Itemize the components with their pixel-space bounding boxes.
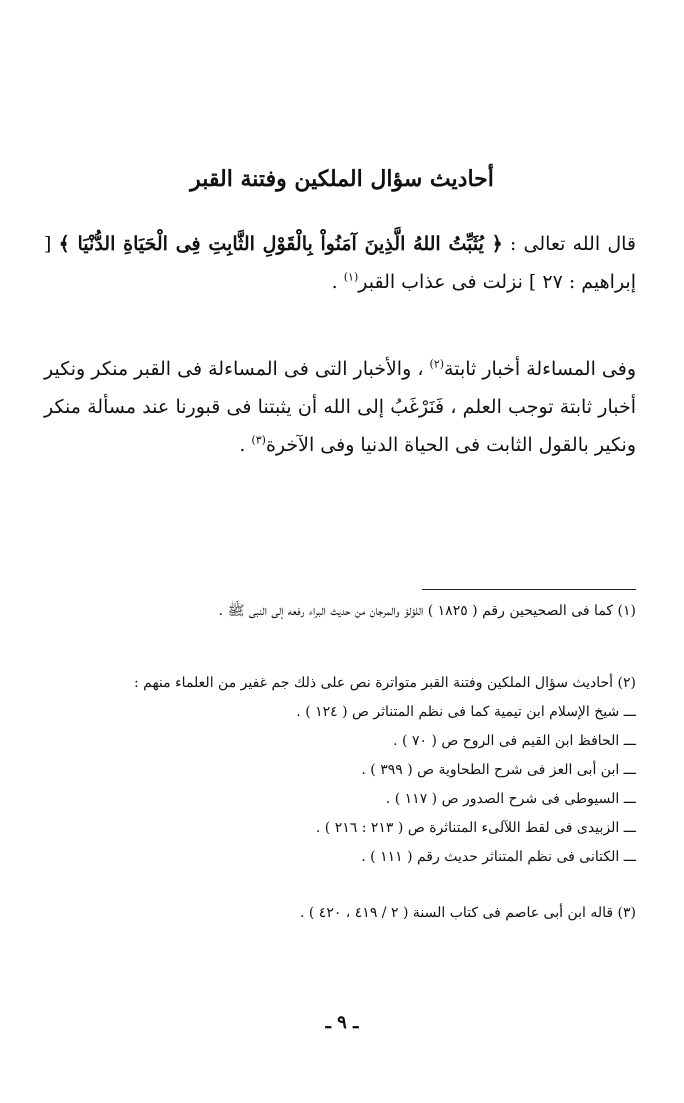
footnote-2-intro: (٢) أحاديث سؤال الملكين وفتنة القبر متواترة نص على ذلك جم غفير من العلماء منهم : (133, 675, 636, 691)
footnote-list-item: ـــ ابن أبى العز فى شرح الطحاوية ص ( ٣٩٩ ) . (361, 762, 636, 778)
paragraph2-end: . (239, 434, 252, 456)
chapter-title: أحاديث سؤال الملكين وفتنة القبر (190, 166, 494, 192)
footnote-list-item: ـــ الكتانى فى نظم المتناثر حديث رقم ( ١١١ ) . (361, 849, 636, 865)
footnote-2 (44, 669, 636, 872)
footnote-divider (422, 589, 636, 590)
paragraph-end: . (331, 271, 344, 293)
footnote-marker-2: (٢) (429, 357, 445, 371)
footnote-marker-1: (١) (343, 270, 359, 284)
quran-verse: ﴿ يُثَبِّتُ اللهُ الَّذِينَ آمَنُواْ بِالْقَوْلِ الثَّابِتِ فِى الْحَيَاةِ الدُّنْيَا ﴾ (58, 233, 503, 255)
paragraph-verse (44, 225, 636, 301)
paragraph-body (44, 350, 636, 464)
footnote-list-item: ـــ الحافظ ابن القيم فى الروح ص ( ٧٠ ) . (393, 733, 636, 749)
verse-reference: [ إبراهيم : ٢٧ ] نزلت فى عذاب القبر (44, 233, 636, 293)
footnote-list-item: ـــ شيخ الإسلام ابن تيمية كما فى نظم المتناثر ص ( ١٢٤ ) . (296, 704, 636, 720)
paragraph2-part1: وفى المساءلة أخبار ثابتة (444, 358, 637, 380)
paragraph-intro: قال الله تعالى : (502, 233, 636, 255)
page-number: ـ ٩ ـ (325, 1012, 359, 1033)
footnote-3: (٣) قاله ابن أبى عاصم فى كتاب السنة ( ٢ / ٤١٩ ، ٤٢٠ ) . (299, 905, 636, 921)
footnote-list-item: ـــ السيوطى فى شرح الصدور ص ( ١١٧ ) . (385, 791, 636, 807)
footnote-1: (١) كما فى الصحيحين رقم ( ١٨٢٥ ) اللؤلؤ والمرجان من حديث البراء رفعه إلى النبى ﷺ . (218, 603, 636, 619)
paragraph2-part2: ، والأخبار التى فى المساءلة فى القبر منكر ونكير أخبار ثابتة توجب العلم ، فَنَرْغَبُ إلى الله أن يثبتنا فى قبورنا عند مسألة منكر ونكير بالقول الثابت فى الحياة الدنيا وفى الآخرة (44, 358, 636, 456)
footnote-marker-3: (٣) (251, 433, 266, 447)
footnote-list-item: ـــ الزبيدى فى لقط اللآلىء المتناثرة ص ( ٢١٣ : ٢١٦ ) . (315, 820, 636, 836)
